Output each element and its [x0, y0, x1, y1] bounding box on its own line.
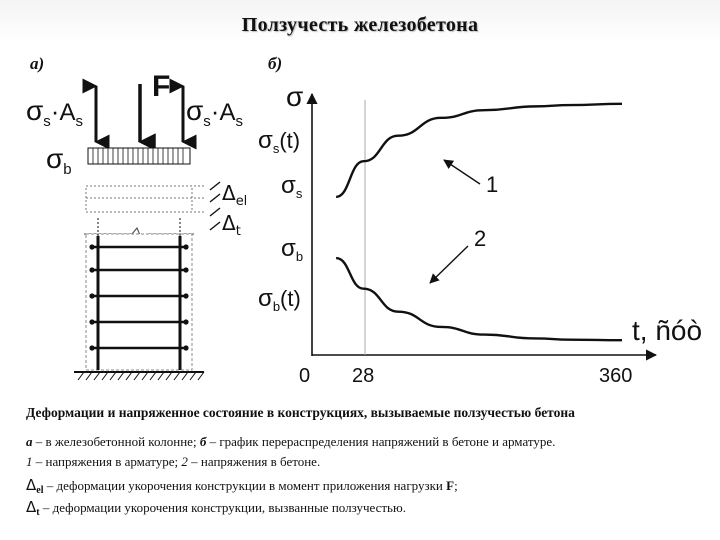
sigma-s-t-label: $\sigma_s(t)$ — [258, 127, 301, 156]
caption-n2: 2 — [181, 454, 188, 469]
slide-title: Ползучесть железобетона — [241, 14, 479, 36]
panel-a-label: а) — [30, 54, 45, 73]
caption-delta-t-symbol: Δ — [26, 498, 37, 516]
x-tick-360: 360 — [599, 365, 633, 387]
caption-line3-end: ; — [454, 478, 458, 493]
curve-2-leader — [430, 246, 468, 283]
delta-dimension-ticks — [210, 182, 220, 230]
delta-t-label: $\Delta_t$ — [222, 211, 241, 239]
caption-line-3 — [26, 476, 458, 496]
force-label: F — [152, 70, 171, 103]
sigma-b-label: $\sigma_b$ — [281, 235, 304, 264]
original-outline — [86, 186, 192, 212]
curve-group — [336, 104, 622, 340]
caption-n2-text: – напряжения в бетоне. — [187, 454, 321, 469]
ground-hatch — [78, 372, 204, 380]
y-stress-labels — [258, 127, 303, 314]
x-axis-label: t, ñóò — [632, 315, 703, 346]
curve-1-leader — [444, 160, 480, 184]
caption-a-letter: а — [26, 434, 33, 449]
caption-a-text: – в железобетонной колонне; — [32, 434, 200, 449]
x-tick-0: 0 — [299, 365, 311, 387]
steel-load-left-label: σs·As — [26, 95, 83, 130]
caption-b-text: – график перераспределения напряжений в бетоне и арматуре. — [206, 434, 556, 449]
caption-delta-el-text: – деформации укорочения конструкции в момент приложения нагрузки — [43, 478, 447, 493]
y-axis-label: σ — [286, 81, 304, 112]
sigma-s-label: $\sigma_s$ — [281, 172, 303, 201]
x-tick-28: 28 — [352, 365, 375, 387]
caption-n1: 1 — [26, 454, 33, 469]
column-diagram — [26, 70, 247, 380]
caption-line-1 — [26, 434, 555, 450]
caption-force-letter: F — [446, 478, 455, 493]
stress-chart — [258, 81, 702, 387]
x-tick-labels — [299, 365, 632, 387]
panel-b-label: б) — [268, 54, 283, 73]
caption-delta-el-sub: el — [36, 485, 44, 496]
curve-1-label: 1 — [486, 172, 499, 197]
caption-line-2 — [26, 454, 320, 470]
caption-delta-el-symbol: Δ — [26, 476, 37, 494]
caption-title: Деформации и напряженное состояние в конструкциях, вызываемые ползучестью бетона — [26, 405, 575, 420]
concrete-stress-label: σb — [46, 143, 72, 178]
curve-2-line — [336, 258, 622, 340]
sigma-b-t-label: $\sigma_b(t)$ — [258, 285, 301, 314]
caption-delta-t-text: – деформации укорочения конструкции, вызванные ползучестью. — [39, 500, 406, 515]
caption-b-letter: б — [199, 434, 207, 449]
delta-el-label: $\Delta_{el}$ — [222, 181, 248, 209]
steel-load-right-label: σs·As — [186, 95, 243, 130]
caption-line-4 — [26, 498, 406, 518]
column-body — [86, 234, 192, 370]
curve-2-label: 2 — [474, 226, 487, 251]
caption-delta-t-sub: t — [36, 507, 40, 518]
caption-n1-text: – напряжения в арматуре; — [32, 454, 182, 469]
